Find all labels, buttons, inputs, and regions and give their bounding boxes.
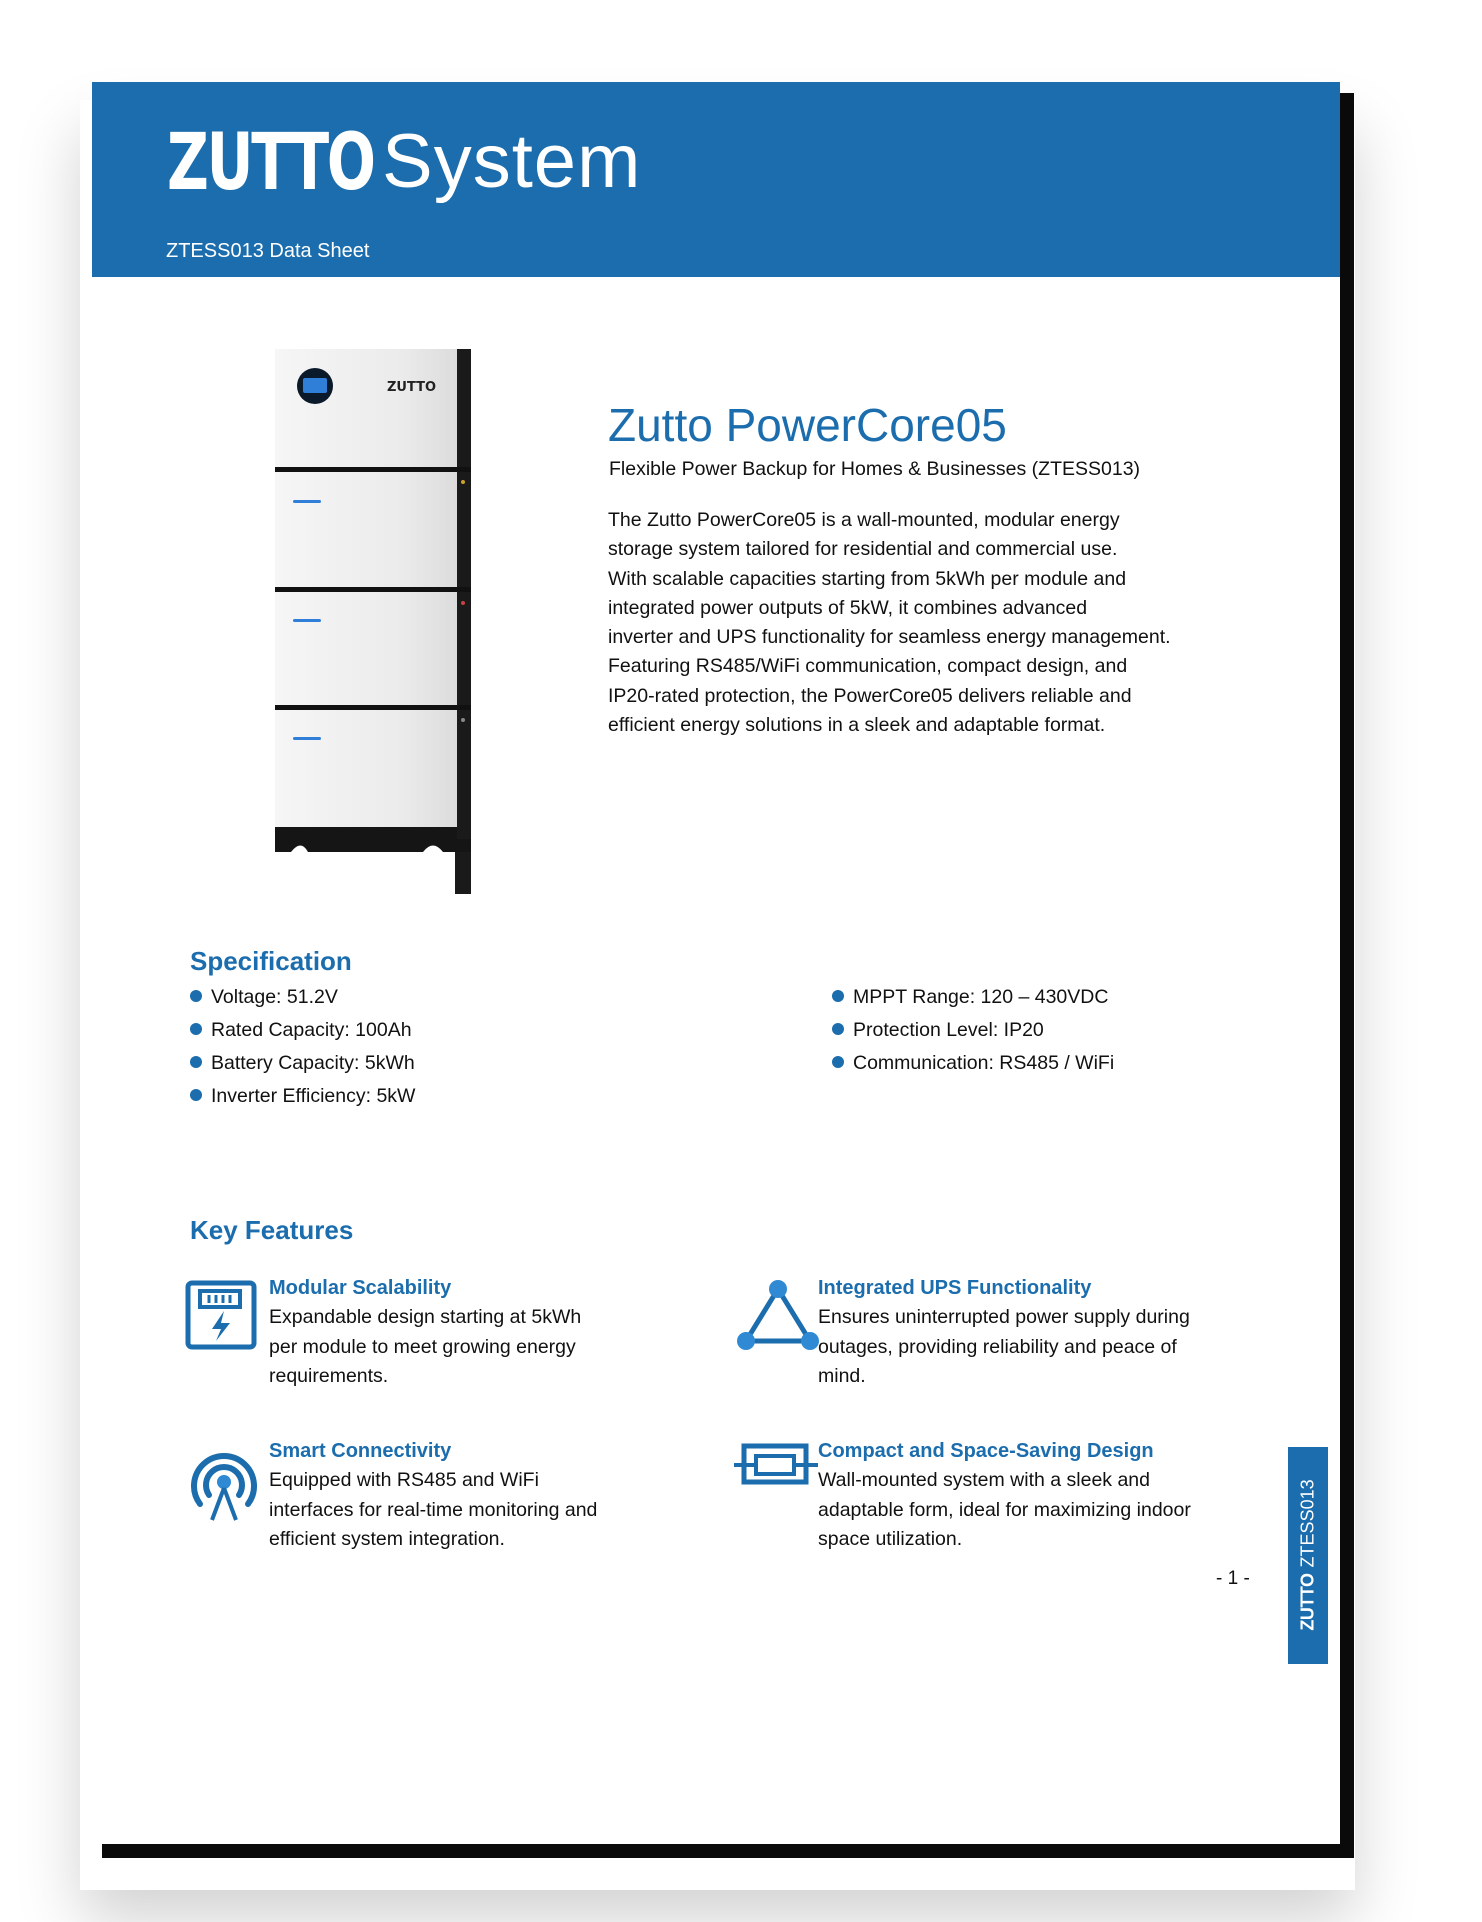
description-line: storage system tailored for residential and commercial use. — [608, 538, 1118, 561]
spec-text: Rated Capacity: 100Ah — [211, 1019, 412, 1041]
description-line: With scalable capacities starting from 5kWh per module and — [608, 567, 1127, 590]
spec-item — [832, 1014, 1114, 1047]
header-banner — [92, 82, 1340, 277]
led-indicator — [293, 619, 321, 622]
spec-item — [832, 1047, 1114, 1080]
battery-module-2 — [275, 592, 457, 707]
feature-text — [818, 1303, 1238, 1392]
feature-text — [818, 1466, 1238, 1555]
feature-title: Smart Connectivity — [269, 1440, 452, 1462]
brand-title — [167, 118, 642, 208]
status-light — [461, 480, 465, 484]
side-tab-code: ZTESS013 — [1297, 1479, 1318, 1568]
spec-item — [190, 981, 415, 1014]
feature-title: Modular Scalability — [269, 1277, 452, 1299]
spec-text: MPPT Range: 120 – 430VDC — [853, 986, 1109, 1008]
feature-line: Wall-mounted system with a sleek and — [818, 1469, 1150, 1491]
spec-item — [190, 1014, 415, 1047]
battery-module-3 — [275, 710, 457, 827]
feature-line: space utilization. — [818, 1528, 963, 1550]
description-line: IP20-rated protection, the PowerCore05 delivers reliable and — [608, 684, 1132, 707]
feature-line: per module to meet growing energy — [269, 1335, 576, 1358]
spec-item — [832, 981, 1114, 1014]
feature-line: requirements. — [269, 1365, 389, 1387]
spec-list-left — [190, 981, 415, 1113]
side-tab-label — [1298, 1479, 1319, 1630]
bullet-icon — [190, 1056, 202, 1068]
feature-line: interfaces for real-time monitoring and — [269, 1498, 598, 1521]
display-screen — [303, 378, 327, 393]
product-subtitle: Flexible Power Backup for Homes & Businesses (ZTESS013) — [609, 458, 1141, 480]
feature-line: Expandable design starting at 5kWh — [269, 1306, 582, 1328]
feature-text — [269, 1466, 689, 1555]
module-divider — [275, 467, 471, 472]
product-image — [273, 347, 473, 942]
spec-item — [190, 1080, 415, 1113]
triangle-network-icon — [734, 1277, 824, 1367]
led-indicator — [293, 500, 321, 503]
description-line: Featuring RS485/WiFi communication, compact design, and — [608, 655, 1128, 678]
bullet-icon — [832, 1023, 844, 1035]
product-description — [608, 506, 1228, 740]
led-indicator — [293, 737, 321, 740]
specification-heading: Specification — [190, 946, 352, 976]
spec-text: Protection Level: IP20 — [853, 1019, 1044, 1041]
feature-line: adaptable form, ideal for maximizing indoor — [818, 1498, 1191, 1521]
battery-module-1 — [275, 472, 457, 587]
spec-text: Battery Capacity: 5kWh — [211, 1052, 415, 1074]
spec-item — [190, 1047, 415, 1080]
description-line: inverter and UPS functionality for seamless energy management. — [608, 626, 1171, 649]
key-features-heading: Key Features — [190, 1215, 354, 1245]
datasheet-subtitle: ZTESS013 Data Sheet — [166, 240, 370, 262]
status-light — [461, 718, 465, 722]
description-line: The Zutto PowerCore05 is a wall-mounted, modular energy — [608, 509, 1120, 531]
device-logo: ZUTTO — [387, 380, 437, 395]
description-line: efficient energy solutions in a sleek and adaptable format. — [608, 714, 1106, 737]
battery-module-icon — [184, 1277, 260, 1353]
feature-line: efficient system integration. — [269, 1528, 505, 1550]
system-word: System — [382, 119, 642, 204]
bullet-icon — [190, 1023, 202, 1035]
spec-text: Communication: RS485 / WiFi — [853, 1052, 1115, 1074]
spec-text: Voltage: 51.2V — [211, 986, 338, 1008]
bullet-icon — [190, 990, 202, 1002]
feature-line: mind. — [818, 1365, 866, 1387]
compact-resistor-icon — [734, 1440, 824, 1500]
datasheet-page — [92, 82, 1340, 1844]
feature-text — [269, 1303, 689, 1392]
product-title: Zutto PowerCore05 — [608, 399, 1007, 451]
feature-line: outages, providing reliability and peace of — [818, 1335, 1177, 1358]
module-divider — [275, 587, 471, 592]
top-module — [275, 349, 457, 469]
feature-title: Integrated UPS Functionality — [818, 1277, 1092, 1299]
feature-title: Compact and Space-Saving Design — [818, 1440, 1154, 1462]
side-panel — [455, 349, 471, 894]
bullet-icon — [832, 990, 844, 1002]
side-tab-brand: ZUTTO — [1297, 1573, 1318, 1631]
page-number: - 1 - — [1216, 1568, 1250, 1589]
device-base — [275, 827, 471, 852]
spec-list-right — [832, 981, 1114, 1080]
wireless-antenna-icon — [184, 1440, 264, 1530]
bullet-icon — [190, 1089, 202, 1101]
feature-line: Ensures uninterrupted power supply during — [818, 1306, 1190, 1328]
module-divider — [275, 705, 471, 710]
brand-logo-text: ZUTTO — [167, 118, 374, 208]
description-line: integrated power outputs of 5kW, it combines advanced — [608, 596, 1088, 619]
bullet-icon — [832, 1056, 844, 1068]
side-tab — [1288, 1447, 1328, 1664]
spec-text: Inverter Efficiency: 5kW — [211, 1085, 416, 1107]
status-light — [461, 601, 465, 605]
feature-line: Equipped with RS485 and WiFi — [269, 1469, 539, 1491]
